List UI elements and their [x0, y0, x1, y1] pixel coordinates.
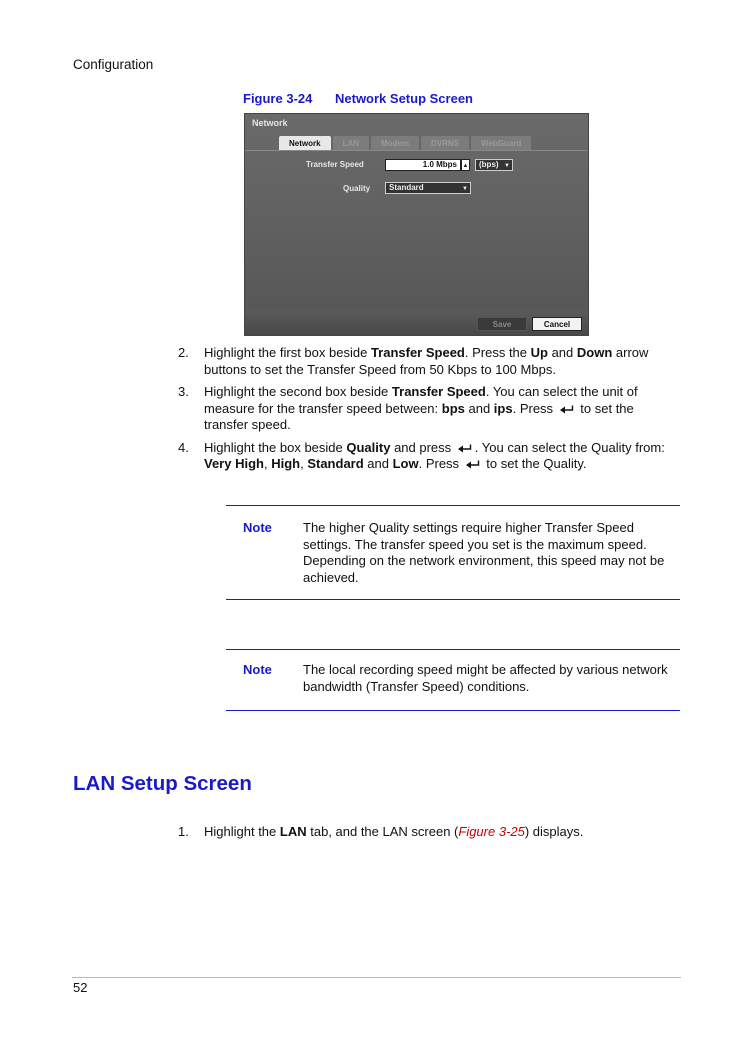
transfer-speed-field[interactable]: 1.0 Mbps: [385, 159, 461, 171]
bold-term: bps: [441, 400, 465, 416]
step-text: Highlight the second box beside Transfer Speed. You can select the unit of measure for the transfer speed between: bps and ips. Press to set the transfer speed.: [204, 384, 638, 432]
step-text: Highlight the box beside Quality and press . You can select the Quality from: Very High, High, Standard and Low. Press to set the Quality.: [204, 439, 665, 471]
list-item: [178, 440, 680, 473]
bold-term: Very High: [204, 456, 264, 471]
stepper-arrows-icon: ▲: [462, 163, 469, 169]
enter-key-icon: [458, 444, 472, 453]
dvr-tab-bar: [279, 136, 531, 150]
bold-term: Down: [576, 345, 613, 360]
note-label: Note: [243, 662, 272, 677]
cancel-button[interactable]: Cancel: [532, 317, 582, 331]
tab-webguard[interactable]: WebGuard: [471, 136, 531, 150]
figure-title: Network Setup Screen: [335, 91, 473, 106]
quality-value: Standard: [389, 183, 424, 192]
enter-key-icon: [466, 460, 480, 469]
chevron-down-icon: ▼: [504, 163, 510, 169]
transfer-speed-label: Transfer Speed: [306, 160, 364, 169]
step-number: 1.: [178, 824, 189, 839]
tab-lan[interactable]: LAN: [333, 136, 369, 150]
enter-key-icon: [560, 405, 574, 414]
quality-label: Quality: [343, 184, 371, 193]
bold-term: Up: [530, 345, 548, 360]
figure-number: Figure 3-24: [243, 91, 313, 106]
bold-term: High: [271, 456, 301, 471]
footer-divider: [72, 977, 681, 978]
tab-dvrns[interactable]: DVRNS: [421, 136, 469, 150]
dvr-window-title: Network: [252, 118, 288, 128]
quality-select[interactable]: [385, 182, 471, 194]
bold-term: Quality: [346, 439, 391, 455]
bold-term: Low: [392, 456, 419, 471]
note-box: [226, 505, 680, 600]
step-text-part: tab, and the LAN screen (: [306, 824, 459, 839]
step-number: 3.: [178, 384, 189, 399]
network-setup-screenshot: [244, 113, 589, 336]
save-button[interactable]: Save: [477, 317, 527, 331]
note-box: [226, 649, 680, 711]
step-text: Highlight the first box beside Transfer Speed. Press the Up and Down arrow buttons to set the Transfer Speed from 50 Kbps to 100 Mbps.: [204, 345, 649, 377]
figure-caption: [243, 91, 473, 106]
transfer-unit-select[interactable]: [475, 159, 513, 171]
note-text: The local recording speed might be affected by various network bandwidth (Transfer Speed) conditions.: [303, 662, 668, 694]
transfer-unit-value: (bps): [479, 160, 499, 169]
note-label: Note: [243, 520, 272, 535]
figure-reference-link[interactable]: Figure 3-25: [458, 824, 525, 839]
step-text-part: ) displays.: [524, 824, 584, 839]
running-header: Configuration: [73, 57, 154, 72]
page-number: 52: [73, 980, 88, 995]
note-text: The higher Quality settings require higher Transfer Speed settings. The transfer speed you set is the maximum speed. Depending on the network environment, this speed may not be achieved.: [303, 520, 665, 585]
bold-term: ips: [493, 400, 513, 416]
speed-stepper[interactable]: [461, 159, 470, 171]
tab-modem[interactable]: Modem: [371, 136, 419, 150]
bold-term: Transfer Speed: [370, 345, 465, 360]
bold-term: Standard: [307, 456, 364, 471]
step-text-part: Highlight the: [204, 824, 280, 839]
step-number: 2.: [178, 345, 189, 360]
step-number: 4.: [178, 439, 189, 455]
step-text-bold: LAN: [279, 824, 307, 839]
list-item: [178, 384, 680, 434]
procedure-steps: [178, 345, 680, 479]
step-text: [204, 824, 583, 841]
chevron-down-icon: ▼: [462, 186, 468, 192]
bold-term: Transfer Speed: [391, 384, 486, 399]
section-heading: LAN Setup Screen: [73, 772, 252, 795]
list-item: [178, 345, 680, 378]
tab-network[interactable]: Network: [279, 136, 331, 150]
tab-divider: [245, 150, 589, 151]
list-item: [178, 824, 680, 841]
